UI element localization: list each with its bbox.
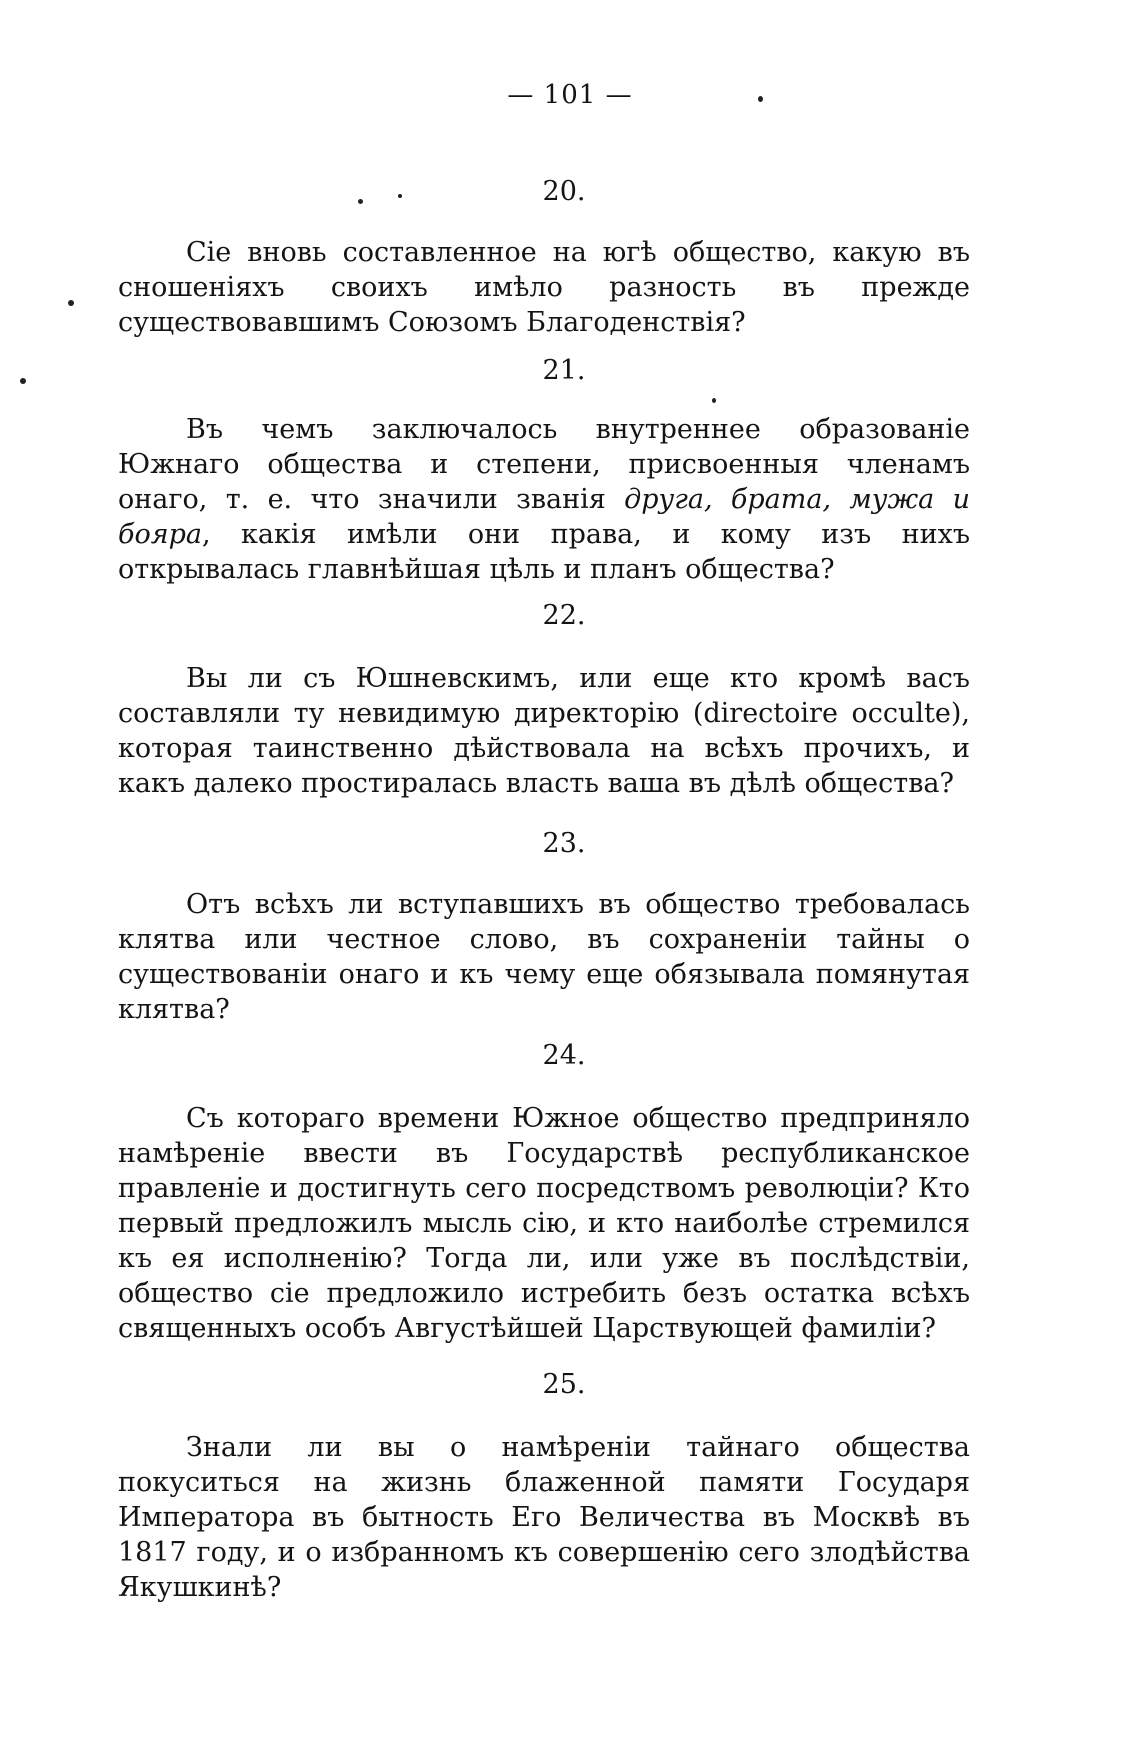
question-24 <box>118 1039 970 1346</box>
scan-speck <box>20 378 26 384</box>
question-text: Съ котораго времени Южное общество предприняло намѣреніе ввести въ Государствѣ республиканское правленіе и достигнуть сего посредствомъ революціи? Кто первый предложилъ мысль сію, и кто наиболѣе стремился къ ея исполненію? Тогда ли, или уже въ послѣдствіи, общество сіе предложило истребить безъ остатка всѣхъ священныхъ особъ Августѣйшей Царствующей фамиліи? <box>118 1103 970 1344</box>
question-text: Отъ всѣхъ ли вступавшихъ въ общество требовалась клятва или честное слово, въ сохраненіи тайны о существованіи онаго и къ чему еще обязывала помянутая клятва? <box>118 889 970 1025</box>
question-number: 23. <box>542 828 586 859</box>
question-number: 25. <box>542 1369 586 1400</box>
question-number: 21. <box>542 355 586 386</box>
question-number: 22. <box>542 600 586 631</box>
question-text: Вы ли съ Юшневскимъ, или еще кто кромѣ васъ составляли ту невидимую директорію (directoire occulte), которая таинственно дѣйствовала на всѣхъ прочихъ, и какъ далеко простиралась власть ваша въ дѣлѣ общества? <box>118 663 970 799</box>
question-text: Сіе вновь составленное на югѣ общество, какую въ сношеніяхъ своихъ имѣло разность въ прежде существовавшимъ Союзомъ Благоденствія? <box>118 237 970 338</box>
question-23 <box>118 827 970 1027</box>
scan-speck <box>68 300 74 306</box>
question-25 <box>118 1368 970 1605</box>
question-text-part: Въ чемъ заключалось внутреннее образованіе Южнаго общества и степени, присвоенныя членамъ онаго, т. е. что значили званія <box>118 414 970 515</box>
question-22 <box>118 599 970 801</box>
question-text: Знали ли вы о намѣреніи тайнаго общества покуситься на жизнь блаженной памяти Государя Императора въ бытность Его Величества въ Москвѣ въ 1817 году, и о избранномъ къ совершенію сего злодѣйства Якушкинѣ? <box>118 1432 970 1603</box>
question-text <box>118 412 970 587</box>
scan-speck <box>758 96 763 102</box>
question-21 <box>118 354 970 587</box>
question-20 <box>118 175 970 340</box>
question-number: 24. <box>542 1040 586 1071</box>
page-number: — 101 — <box>507 80 633 110</box>
question-text-part: , какія имѣли они права, и кому изъ нихъ открывалась главнѣйшая цѣль и планъ общества? <box>118 519 970 585</box>
question-text-italic: друга, брата, мужа и бояра <box>118 484 971 550</box>
questions-list <box>118 175 970 1605</box>
question-number: 20. <box>542 176 586 207</box>
